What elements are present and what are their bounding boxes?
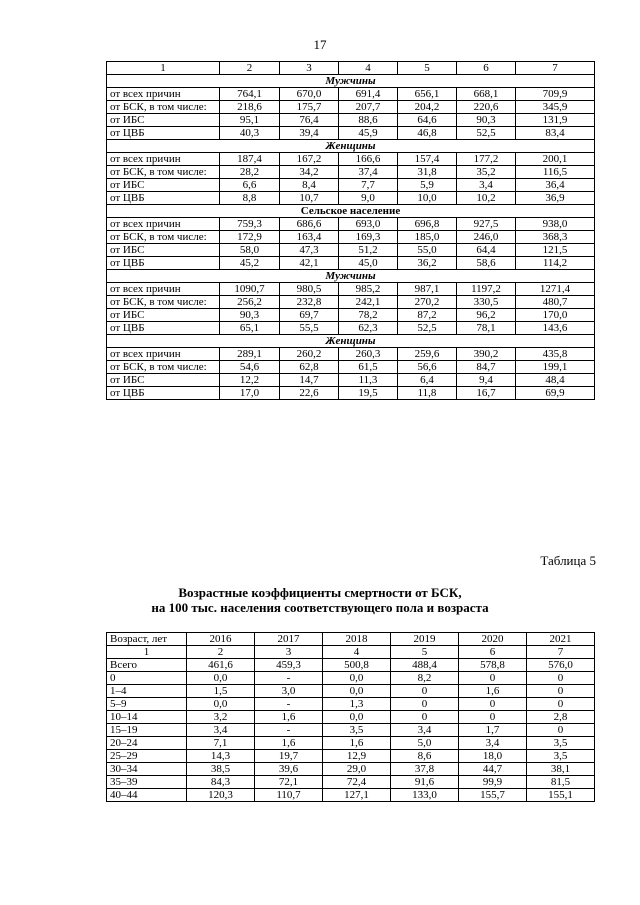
value-cell: 36,2 [398,257,457,270]
value-cell: 131,9 [516,114,595,127]
section-row [107,335,595,348]
value-cell: 81,5 [527,776,595,789]
value-cell: 69,7 [280,309,339,322]
value-cell: 110,7 [255,789,323,802]
value-cell: 480,7 [516,296,595,309]
table-row [107,387,595,400]
table-row [107,309,595,322]
value-cell: 114,2 [516,257,595,270]
value-cell: 3,4 [457,179,516,192]
value-cell: 0 [391,685,459,698]
value-cell: 759,3 [220,218,280,231]
value-cell: 12,9 [323,750,391,763]
header-cell: 2020 [459,633,527,646]
value-cell: 99,9 [459,776,527,789]
value-cell: 36,9 [516,192,595,205]
value-cell: 45,9 [339,127,398,140]
column-numbers-row [107,646,595,659]
column-number: 2 [187,646,255,659]
value-cell: 435,8 [516,348,595,361]
value-cell: 0 [459,711,527,724]
value-cell: 157,4 [398,153,457,166]
value-cell: 72,4 [323,776,391,789]
age-group-label: 25–29 [107,750,187,763]
table-row [107,711,595,724]
row-label: от ИБС [107,244,220,257]
value-cell: 185,0 [398,231,457,244]
value-cell: 9,4 [457,374,516,387]
table-row [107,231,595,244]
header-cell: 7 [516,62,595,75]
value-cell: 2,8 [527,711,595,724]
value-cell: 34,2 [280,166,339,179]
value-cell: 44,7 [459,763,527,776]
table-row [107,348,595,361]
row-label: от БСК, в том числе: [107,166,220,179]
value-cell: 58,6 [457,257,516,270]
header-cell: 6 [457,62,516,75]
value-cell: 46,8 [398,127,457,140]
value-cell: 9,0 [339,192,398,205]
column-number: 7 [527,646,595,659]
value-cell: 260,2 [280,348,339,361]
value-cell: 10,2 [457,192,516,205]
value-cell: 37,8 [391,763,459,776]
table-row [107,789,595,802]
age-group-label: 30–34 [107,763,187,776]
value-cell: 52,5 [457,127,516,140]
table-row [107,283,595,296]
value-cell: 199,1 [516,361,595,374]
value-cell: 62,3 [339,322,398,335]
header-cell: 2021 [527,633,595,646]
value-cell: 0 [459,698,527,711]
value-cell: 5,0 [391,737,459,750]
value-cell: 19,7 [255,750,323,763]
value-cell: 3,4 [391,724,459,737]
column-number: 5 [391,646,459,659]
value-cell: 48,4 [516,374,595,387]
value-cell: 256,2 [220,296,280,309]
age-group-label: 20–24 [107,737,187,750]
header-cell: 4 [339,62,398,75]
value-cell: 83,4 [516,127,595,140]
value-cell: 187,4 [220,153,280,166]
value-cell: 6,6 [220,179,280,192]
section-title: Мужчины [107,270,595,283]
header-cell: 2016 [187,633,255,646]
row-label: от всех причин [107,283,220,296]
value-cell: 0,0 [323,685,391,698]
value-cell: 155,7 [459,789,527,802]
table-row [107,244,595,257]
value-cell: 578,8 [459,659,527,672]
table-row [107,672,595,685]
value-cell: 17,0 [220,387,280,400]
value-cell: - [255,698,323,711]
section-title: Женщины [107,140,595,153]
value-cell: 1,5 [187,685,255,698]
value-cell: 170,0 [516,309,595,322]
value-cell: 980,5 [280,283,339,296]
value-cell: 29,0 [323,763,391,776]
value-cell: 96,2 [457,309,516,322]
value-cell: 0 [391,711,459,724]
value-cell: 84,3 [187,776,255,789]
value-cell: 0 [527,685,595,698]
value-cell: 18,0 [459,750,527,763]
value-cell: 14,7 [280,374,339,387]
table-header-row [107,62,595,75]
row-label: от ЦВБ [107,127,220,140]
table-row [107,776,595,789]
section-title: Сельское население [107,205,595,218]
value-cell: 61,5 [339,361,398,374]
age-group-label: Всего [107,659,187,672]
mortality-table-continued [106,61,595,400]
header-cell: Возраст, лет [107,633,187,646]
value-cell: 670,0 [280,88,339,101]
value-cell: 177,2 [457,153,516,166]
value-cell: 38,1 [527,763,595,776]
value-cell: 1,7 [459,724,527,737]
value-cell: 204,2 [398,101,457,114]
value-cell: 22,6 [280,387,339,400]
age-group-label: 15–19 [107,724,187,737]
value-cell: 78,2 [339,309,398,322]
table-title-line1: Возрастные коэффициенты смертности от БСК, [178,585,462,600]
value-cell: 78,1 [457,322,516,335]
age-group-label: 35–39 [107,776,187,789]
value-cell: 709,9 [516,88,595,101]
value-cell: 40,3 [220,127,280,140]
value-cell: 120,3 [187,789,255,802]
value-cell: 143,6 [516,322,595,335]
value-cell: 172,9 [220,231,280,244]
value-cell: 0 [391,698,459,711]
value-cell: 576,0 [527,659,595,672]
value-cell: 390,2 [457,348,516,361]
table-row [107,257,595,270]
value-cell: 488,4 [391,659,459,672]
value-cell: 167,2 [280,153,339,166]
value-cell: 500,8 [323,659,391,672]
value-cell: 7,7 [339,179,398,192]
row-label: от ИБС [107,114,220,127]
value-cell: 345,9 [516,101,595,114]
value-cell: 207,7 [339,101,398,114]
table-row [107,659,595,672]
table-row [107,179,595,192]
value-cell: 35,2 [457,166,516,179]
value-cell: 7,1 [187,737,255,750]
value-cell: 0,0 [187,698,255,711]
value-cell: 330,5 [457,296,516,309]
value-cell: 65,1 [220,322,280,335]
value-cell: 163,4 [280,231,339,244]
value-cell: 42,1 [280,257,339,270]
row-label: от ИБС [107,179,220,192]
column-number: 1 [107,646,187,659]
table-row [107,114,595,127]
value-cell: 220,6 [457,101,516,114]
table-row [107,724,595,737]
table-title-line2: на 100 тыс. населения соответствующего пола и возраста [151,600,489,615]
value-cell: 6,4 [398,374,457,387]
value-cell: 16,7 [457,387,516,400]
row-label: от всех причин [107,88,220,101]
value-cell: 200,1 [516,153,595,166]
section-row [107,270,595,283]
value-cell: 39,4 [280,127,339,140]
value-cell: 39,6 [255,763,323,776]
header-cell: 2019 [391,633,459,646]
table-header-row [107,633,595,646]
value-cell: 76,4 [280,114,339,127]
age-group-label: 10–14 [107,711,187,724]
value-cell: 289,1 [220,348,280,361]
section-row [107,140,595,153]
value-cell: 232,8 [280,296,339,309]
age-mortality-table [106,632,595,802]
value-cell: 1,6 [255,737,323,750]
page-number: 17 [313,37,327,52]
value-cell: 1271,4 [516,283,595,296]
value-cell: 1090,7 [220,283,280,296]
value-cell: 0,0 [187,672,255,685]
value-cell: 55,5 [280,322,339,335]
table-row [107,322,595,335]
section-row [107,205,595,218]
table-row [107,88,595,101]
row-label: от БСК, в том числе: [107,101,220,114]
value-cell: - [255,672,323,685]
value-cell: - [255,724,323,737]
value-cell: 31,8 [398,166,457,179]
value-cell: 169,3 [339,231,398,244]
value-cell: 55,0 [398,244,457,257]
value-cell: 242,1 [339,296,398,309]
value-cell: 38,5 [187,763,255,776]
section-title: Мужчины [107,75,595,88]
value-cell: 133,0 [391,789,459,802]
value-cell: 656,1 [398,88,457,101]
value-cell: 54,6 [220,361,280,374]
value-cell: 155,1 [527,789,595,802]
row-label: от ЦВБ [107,192,220,205]
value-cell: 5,9 [398,179,457,192]
value-cell: 175,7 [280,101,339,114]
value-cell: 62,8 [280,361,339,374]
value-cell: 64,4 [457,244,516,257]
value-cell: 51,2 [339,244,398,257]
value-cell: 10,7 [280,192,339,205]
value-cell: 14,3 [187,750,255,763]
value-cell: 987,1 [398,283,457,296]
table-row [107,166,595,179]
value-cell: 0 [527,724,595,737]
age-group-label: 0 [107,672,187,685]
header-cell: 2 [220,62,280,75]
age-group-label: 40–44 [107,789,187,802]
row-label: от БСК, в том числе: [107,231,220,244]
table-row [107,361,595,374]
value-cell: 90,3 [220,309,280,322]
table-number-label: Таблица 5 [540,553,596,568]
value-cell: 260,3 [339,348,398,361]
header-cell: 2017 [255,633,323,646]
value-cell: 90,3 [457,114,516,127]
value-cell: 3,4 [187,724,255,737]
value-cell: 116,5 [516,166,595,179]
table-row [107,737,595,750]
table-row [107,374,595,387]
row-label: от ЦВБ [107,322,220,335]
value-cell: 938,0 [516,218,595,231]
value-cell: 3,5 [527,750,595,763]
value-cell: 127,1 [323,789,391,802]
value-cell: 0 [527,672,595,685]
value-cell: 3,5 [527,737,595,750]
value-cell: 461,6 [187,659,255,672]
value-cell: 8,2 [391,672,459,685]
value-cell: 668,1 [457,88,516,101]
value-cell: 927,5 [457,218,516,231]
value-cell: 3,4 [459,737,527,750]
value-cell: 37,4 [339,166,398,179]
row-label: от ЦВБ [107,257,220,270]
value-cell: 58,0 [220,244,280,257]
value-cell: 270,2 [398,296,457,309]
section-title: Женщины [107,335,595,348]
value-cell: 459,3 [255,659,323,672]
table-row [107,685,595,698]
table-row [107,750,595,763]
value-cell: 91,6 [391,776,459,789]
column-number: 6 [459,646,527,659]
value-cell: 28,2 [220,166,280,179]
value-cell: 0,0 [323,672,391,685]
value-cell: 985,2 [339,283,398,296]
column-number: 3 [255,646,323,659]
header-cell: 1 [107,62,220,75]
value-cell: 764,1 [220,88,280,101]
value-cell: 1197,2 [457,283,516,296]
header-cell: 3 [280,62,339,75]
row-label: от всех причин [107,348,220,361]
row-label: от всех причин [107,218,220,231]
value-cell: 52,5 [398,322,457,335]
value-cell: 11,8 [398,387,457,400]
table-row [107,153,595,166]
header-cell: 5 [398,62,457,75]
section-row [107,75,595,88]
value-cell: 0 [527,698,595,711]
value-cell: 368,3 [516,231,595,244]
table-row [107,698,595,711]
value-cell: 11,3 [339,374,398,387]
value-cell: 10,0 [398,192,457,205]
value-cell: 218,6 [220,101,280,114]
value-cell: 47,3 [280,244,339,257]
table-row [107,296,595,309]
value-cell: 1,6 [459,685,527,698]
value-cell: 64,6 [398,114,457,127]
value-cell: 45,2 [220,257,280,270]
value-cell: 56,6 [398,361,457,374]
value-cell: 87,2 [398,309,457,322]
value-cell: 8,8 [220,192,280,205]
table-row [107,218,595,231]
column-number: 4 [323,646,391,659]
value-cell: 72,1 [255,776,323,789]
value-cell: 3,0 [255,685,323,698]
row-label: от ЦВБ [107,387,220,400]
value-cell: 19,5 [339,387,398,400]
value-cell: 246,0 [457,231,516,244]
table-row [107,127,595,140]
row-label: от БСК, в том числе: [107,296,220,309]
value-cell: 3,5 [323,724,391,737]
value-cell: 686,6 [280,218,339,231]
value-cell: 84,7 [457,361,516,374]
value-cell: 36,4 [516,179,595,192]
value-cell: 0 [459,672,527,685]
value-cell: 0,0 [323,711,391,724]
age-group-label: 1–4 [107,685,187,698]
value-cell: 691,4 [339,88,398,101]
value-cell: 8,4 [280,179,339,192]
header-cell: 2018 [323,633,391,646]
row-label: от ИБС [107,309,220,322]
value-cell: 166,6 [339,153,398,166]
value-cell: 12,2 [220,374,280,387]
value-cell: 696,8 [398,218,457,231]
value-cell: 693,0 [339,218,398,231]
value-cell: 121,5 [516,244,595,257]
row-label: от БСК, в том числе: [107,361,220,374]
value-cell: 3,2 [187,711,255,724]
value-cell: 88,6 [339,114,398,127]
value-cell: 8,6 [391,750,459,763]
age-group-label: 5–9 [107,698,187,711]
value-cell: 1,6 [255,711,323,724]
value-cell: 45,0 [339,257,398,270]
table-row [107,101,595,114]
value-cell: 95,1 [220,114,280,127]
value-cell: 1,6 [323,737,391,750]
value-cell: 259,6 [398,348,457,361]
table-row [107,763,595,776]
value-cell: 1,3 [323,698,391,711]
value-cell: 69,9 [516,387,595,400]
row-label: от всех причин [107,153,220,166]
row-label: от ИБС [107,374,220,387]
table-row [107,192,595,205]
